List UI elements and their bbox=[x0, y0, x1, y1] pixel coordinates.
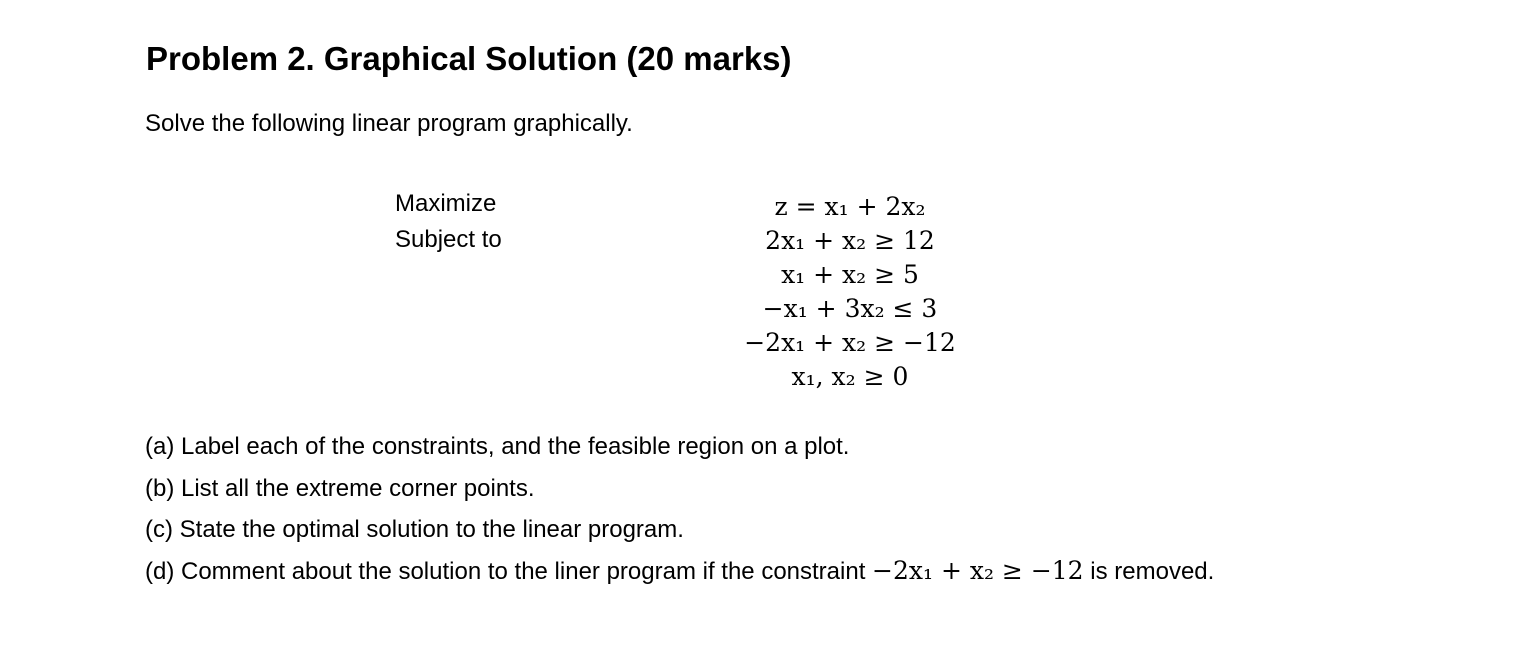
constraint-4: −2x₁ + x₂ ≥ −12 bbox=[744, 328, 956, 357]
part-d-prefix: (d) Comment about the solution to the liner program if the constraint bbox=[145, 558, 866, 585]
linear-program-formulation bbox=[700, 190, 1000, 394]
constraint-1: 2x₁ + x₂ ≥ 12 bbox=[765, 226, 935, 255]
part-c: (c) State the optimal solution to the linear program. bbox=[145, 516, 684, 543]
objective-function: z = x₁ + 2x₂ bbox=[774, 192, 926, 221]
part-d-suffix: is removed. bbox=[1090, 558, 1215, 585]
problem-heading: Problem 2. Graphical Solution (20 marks) bbox=[146, 40, 792, 77]
subject-to-label: Subject to bbox=[395, 226, 502, 253]
part-d-constraint: −2x₁ + x₂ ≥ −12 bbox=[872, 556, 1084, 585]
problem-intro: Solve the following linear program graphically. bbox=[145, 110, 633, 137]
constraint-2: x₁ + x₂ ≥ 5 bbox=[781, 260, 919, 289]
part-b: (b) List all the extreme corner points. bbox=[145, 475, 535, 502]
part-d bbox=[145, 556, 1214, 586]
part-a: (a) Label each of the constraints, and the feasible region on a plot. bbox=[145, 433, 850, 460]
constraint-3: −x₁ + 3x₂ ≤ 3 bbox=[762, 294, 938, 323]
non-negativity-constraint: x₁, x₂ ≥ 0 bbox=[791, 362, 909, 391]
maximize-label: Maximize bbox=[395, 190, 497, 217]
